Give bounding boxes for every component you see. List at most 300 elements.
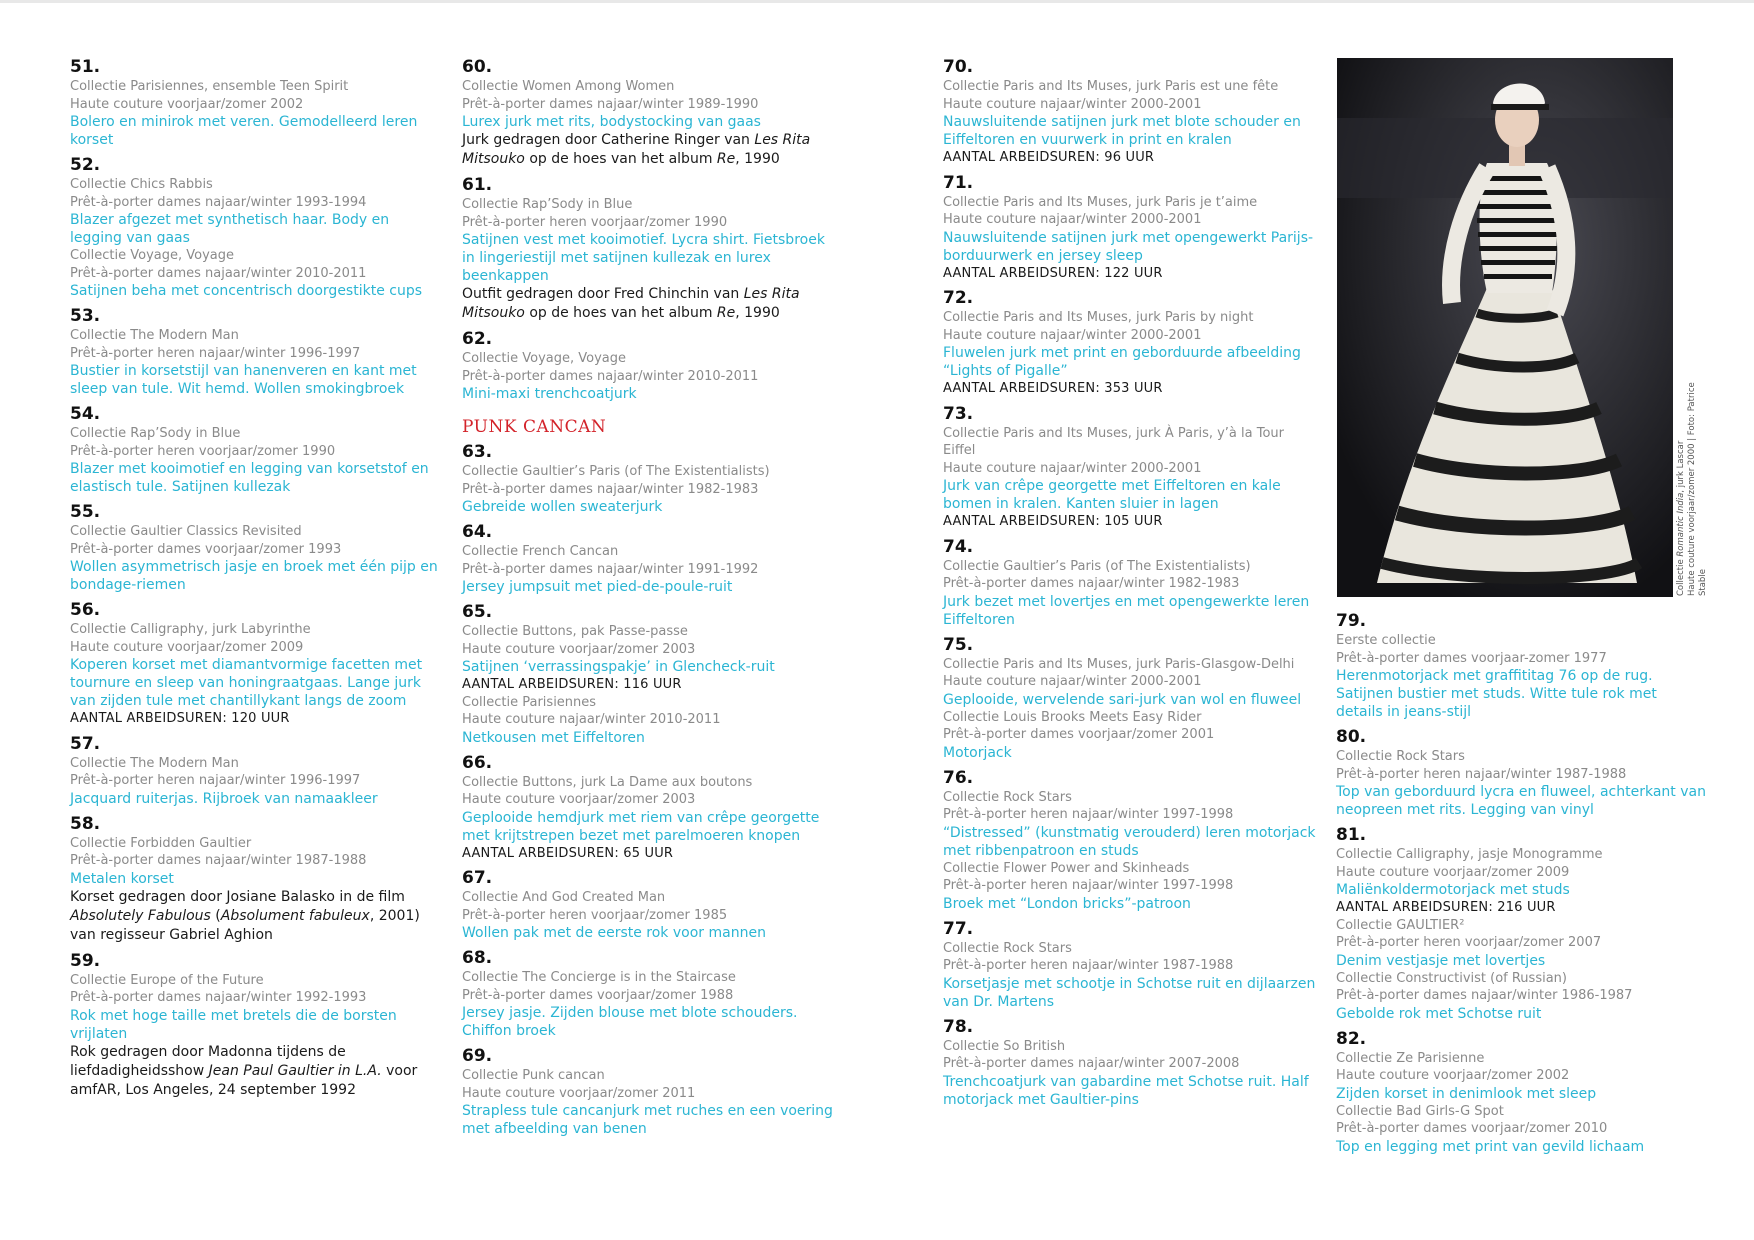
garment-description bbox=[70, 362, 440, 398]
collection-meta bbox=[70, 972, 440, 990]
collection-meta bbox=[1336, 1067, 1706, 1085]
entry-number: 81. bbox=[1336, 825, 1367, 845]
collection-meta bbox=[70, 327, 440, 345]
text-run: Prêt-à-porter dames najaar/winter 1992-1993 bbox=[70, 990, 367, 1005]
runway-model-illustration bbox=[1337, 58, 1673, 597]
text-run: Satijnen ‘verrassingspakje’ in Glencheck-ruit bbox=[462, 659, 775, 675]
text-run: Collectie The Modern Man bbox=[70, 755, 239, 771]
catalogue-entry bbox=[462, 869, 842, 942]
catalogue-column-1 bbox=[70, 58, 440, 1107]
text-run: AANTAL ARBEIDSUREN: 65 UUR bbox=[462, 845, 674, 861]
text-run: , 1990 bbox=[735, 305, 780, 321]
collection-meta bbox=[462, 694, 842, 712]
text-run: Prêt-à-porter heren voorjaar/zomer 2007 bbox=[1336, 935, 1602, 950]
collection-meta bbox=[943, 1038, 1318, 1056]
collection-meta bbox=[1336, 1120, 1706, 1138]
text-run: Prêt-à-porter dames voorjaar/zomer 1988 bbox=[462, 987, 734, 1003]
text-run: Prêt-à-porter heren voorjaar/zomer 1990 bbox=[70, 443, 336, 459]
collection-meta bbox=[943, 860, 1318, 878]
collection-meta bbox=[70, 425, 440, 443]
collection-meta bbox=[1336, 917, 1706, 935]
text-run: AANTAL ARBEIDSUREN: 353 UUR bbox=[943, 381, 1163, 396]
collection-meta bbox=[70, 639, 440, 657]
text-run: Collectie Paris and Its Muses, jurk À Paris, y’à la Tour Eiffel bbox=[943, 425, 1285, 458]
italic-title: Absolutely Fabulous bbox=[70, 907, 211, 924]
collection-meta bbox=[462, 561, 842, 579]
text-run: Fluwelen jurk met print en geborduurde afbeelding “Lights of Pigalle” bbox=[943, 345, 1301, 379]
text-run: Haute couture voorjaar/zomer 2009 bbox=[1336, 864, 1570, 880]
collection-meta bbox=[943, 673, 1318, 691]
text-run: Motorjack bbox=[943, 744, 1012, 761]
collection-meta bbox=[462, 641, 842, 659]
garment-description bbox=[70, 113, 440, 149]
text-run: Eerste collectie bbox=[1336, 633, 1436, 648]
text-run: Collectie And God Created Man bbox=[462, 890, 666, 905]
entry-number: 65. bbox=[462, 602, 493, 622]
catalogue-entry bbox=[1336, 612, 1706, 721]
text-run: voor amfAR, Los Angeles, 24 september 1992 bbox=[70, 1062, 418, 1098]
collection-meta bbox=[943, 877, 1318, 895]
labour-hours bbox=[943, 265, 1318, 283]
collection-meta bbox=[462, 774, 842, 792]
entry-number: 78. bbox=[943, 1016, 974, 1037]
text-run: Collectie Rock Stars bbox=[943, 940, 1072, 956]
italic-title: Jean Paul Gaultier in L.A. bbox=[208, 1062, 382, 1079]
garment-description bbox=[1336, 783, 1706, 819]
catalogue-entry bbox=[943, 58, 1318, 167]
garment-description bbox=[1336, 952, 1706, 970]
collection-meta bbox=[943, 425, 1318, 460]
caption-line-1 bbox=[1676, 376, 1687, 596]
collection-meta bbox=[70, 523, 440, 541]
italic-title: Absolument fabuleux bbox=[220, 907, 370, 924]
collection-meta bbox=[462, 987, 842, 1005]
italic-title: Re bbox=[716, 151, 736, 167]
text-run: Prêt-à-porter dames voorjaar/zomer 2010 bbox=[1336, 1121, 1608, 1136]
catalogue-entry bbox=[70, 735, 440, 808]
garment-description bbox=[70, 790, 440, 808]
text-run: Collectie Paris and Its Muses, jurk Paris je t’aime bbox=[943, 194, 1258, 210]
text-run: op de hoes van het album bbox=[524, 151, 717, 167]
catalogue-entry bbox=[462, 754, 842, 863]
collection-meta bbox=[943, 789, 1318, 807]
garment-description bbox=[462, 113, 842, 131]
catalogue-entry bbox=[943, 405, 1318, 531]
garment-description bbox=[462, 578, 842, 596]
entry-number: 76. bbox=[943, 767, 974, 788]
garment-description bbox=[70, 870, 440, 888]
text-run: Metalen korset bbox=[70, 870, 174, 887]
collection-meta bbox=[70, 835, 440, 853]
text-run: Jurk gedragen door Catherine Ringer van bbox=[462, 132, 755, 148]
text-run: Haute couture najaar/winter 2000-2001 bbox=[943, 96, 1202, 112]
text-run: Satijnen beha met concentrisch doorgestikte cups bbox=[70, 283, 423, 299]
text-run: ( bbox=[210, 907, 221, 924]
text-run: Bolero en minirok met veren. Gemodelleerd leren korset bbox=[70, 114, 418, 148]
text-run: Haute couture voorjaar/zomer 2009 bbox=[70, 639, 304, 655]
section-heading: PUNK CANCAN bbox=[462, 417, 607, 437]
catalogue-entry bbox=[943, 538, 1318, 629]
entry-number: 72. bbox=[943, 288, 974, 308]
collection-meta bbox=[1336, 864, 1706, 882]
text-run: Netkousen met Eiffeltoren bbox=[462, 729, 645, 746]
text-run: , jurk Lascar bbox=[1676, 440, 1686, 493]
italic-title: Re bbox=[716, 305, 736, 321]
catalogue-entry bbox=[70, 503, 440, 594]
text-run: Prêt-à-porter heren najaar/winter 1987-1988 bbox=[943, 958, 1234, 973]
collection-meta bbox=[1336, 650, 1706, 668]
garment-description bbox=[462, 231, 842, 285]
collection-meta bbox=[943, 327, 1318, 345]
text-run: Collectie So British bbox=[943, 1038, 1066, 1054]
text-run: Collectie Rap’Sody in Blue bbox=[462, 197, 633, 212]
entry-number: 67. bbox=[462, 868, 493, 888]
garment-description bbox=[1336, 667, 1706, 721]
text-run: Collectie Bad Girls-G Spot bbox=[1336, 1103, 1504, 1119]
text-run: Bustier in korsetstijl van hanenveren en kant met sleep van tule. Wit hemd. Wollen smokingbroek bbox=[70, 363, 417, 397]
worn-by-note bbox=[462, 285, 842, 323]
entry-number: 56. bbox=[70, 600, 101, 620]
text-run: Nauwsluitende satijnen jurk met opengewerkt Parijs-borduurwerk en jersey sleep bbox=[943, 229, 1314, 264]
catalogue-entry bbox=[462, 330, 842, 403]
garment-description bbox=[462, 385, 842, 403]
text-run: Collectie Buttons, jurk La Dame aux boutons bbox=[462, 774, 753, 790]
text-run: Collectie Rock Stars bbox=[943, 789, 1072, 805]
text-run: , 1990 bbox=[735, 151, 780, 167]
collection-meta bbox=[943, 194, 1318, 212]
entry-number: 57. bbox=[70, 733, 101, 754]
text-run: Prêt-à-porter dames najaar/winter 2007-2008 bbox=[943, 1056, 1240, 1071]
italic-title: Les Rita Mitsouko bbox=[462, 286, 800, 321]
text-run: Collectie The Concierge is in the Staircase bbox=[462, 970, 736, 985]
text-run: , 2001) van regisseur Gabriel Aghion bbox=[70, 907, 420, 943]
collection-meta bbox=[462, 969, 842, 987]
italic-title: Les Rita Mitsouko bbox=[462, 132, 811, 167]
catalogue-entry bbox=[462, 949, 842, 1040]
labour-hours bbox=[462, 845, 842, 863]
entry-number: 69. bbox=[462, 1046, 493, 1066]
text-run: Maliënkoldermotorjack met studs bbox=[1336, 882, 1570, 898]
collection-meta bbox=[462, 214, 842, 232]
text-run: Wollen pak met de eerste rok voor mannen bbox=[462, 925, 766, 941]
text-run: Lurex jurk met rits, bodystocking van gaas bbox=[462, 114, 761, 130]
text-run: Haute couture voorjaar/zomer 2003 bbox=[462, 792, 696, 807]
collection-meta bbox=[70, 989, 440, 1007]
garment-description bbox=[70, 282, 440, 300]
text-run: Collectie bbox=[1676, 556, 1686, 596]
text-run: Prêt-à-porter dames najaar/winter 2010-2011 bbox=[70, 265, 367, 281]
catalogue-entry bbox=[462, 176, 842, 323]
text-run: Prêt-à-porter dames najaar/winter 1982-1983 bbox=[462, 481, 759, 497]
garment-description bbox=[70, 656, 440, 710]
collection-meta bbox=[462, 1085, 842, 1103]
catalogue-column-2 bbox=[462, 58, 842, 1145]
text-run: Jurk van crêpe georgette met Eiffeltoren en kale bomen in kralen. Kanten sluier in lagen bbox=[943, 478, 1281, 512]
page-fold-edge bbox=[0, 0, 1754, 3]
text-run: AANTAL ARBEIDSUREN: 216 UUR bbox=[1336, 900, 1556, 915]
collection-meta bbox=[70, 96, 440, 114]
collection-meta bbox=[70, 345, 440, 363]
collection-meta bbox=[1336, 934, 1706, 952]
garment-description bbox=[943, 344, 1318, 380]
text-run: Collectie Chics Rabbis bbox=[70, 177, 213, 192]
catalogue-entry bbox=[70, 156, 440, 300]
collection-meta bbox=[1336, 1103, 1706, 1121]
worn-by-note bbox=[70, 1043, 440, 1100]
text-run: Prêt-à-porter dames najaar/winter 1987-1988 bbox=[70, 853, 367, 868]
collection-meta bbox=[462, 623, 842, 641]
garment-description bbox=[943, 1073, 1318, 1109]
collection-meta bbox=[943, 211, 1318, 229]
text-run: Prêt-à-porter dames voorjaar/zomer 1993 bbox=[70, 541, 342, 557]
text-run: Korsetjasje met schootje in Schotse ruit en dijlaarzen van Dr. Martens bbox=[943, 975, 1316, 1010]
catalogue-entry bbox=[462, 523, 842, 596]
text-run: Collectie Constructivist (of Russian) bbox=[1336, 970, 1567, 986]
text-run: AANTAL ARBEIDSUREN: 122 UUR bbox=[943, 265, 1163, 281]
text-run: Prêt-à-porter dames najaar/winter 1993-1994 bbox=[70, 194, 367, 210]
entry-number: 79. bbox=[1336, 611, 1367, 631]
text-run: Blazer afgezet met synthetisch haar. Body en legging van gaas bbox=[70, 212, 390, 246]
labour-hours bbox=[70, 710, 440, 728]
collection-meta bbox=[943, 96, 1318, 114]
text-run: Prêt-à-porter heren voorjaar/zomer 1990 bbox=[462, 214, 728, 230]
text-run: Collectie Europe of the Future bbox=[70, 972, 264, 988]
text-run: Outfit gedragen door Fred Chinchin van bbox=[462, 286, 744, 302]
catalogue-entry bbox=[70, 58, 440, 149]
text-run: Koperen korset met diamantvormige facetten met tournure en sleep van honingraatgaas. Lange jurk van zijden tule met chantillykant langs de zoom bbox=[70, 657, 423, 709]
text-run: Prêt-à-porter dames najaar/winter 1986-1987 bbox=[1336, 988, 1633, 1003]
catalogue-entry bbox=[462, 1047, 842, 1138]
text-run: Prêt-à-porter dames najaar/winter 1982-1983 bbox=[943, 576, 1240, 591]
text-run: Prêt-à-porter dames najaar/winter 1989-1990 bbox=[462, 96, 759, 112]
entry-number: 60. bbox=[462, 57, 493, 77]
collection-meta bbox=[1336, 970, 1706, 988]
collection-meta bbox=[1336, 987, 1706, 1005]
worn-by-note bbox=[70, 888, 440, 945]
entry-number: 58. bbox=[70, 813, 101, 834]
collection-meta bbox=[943, 1055, 1318, 1073]
text-run: Prêt-à-porter dames najaar/winter 1991-1992 bbox=[462, 561, 759, 577]
catalogue-entry bbox=[943, 636, 1318, 762]
text-run: Mini-maxi trenchcoatjurk bbox=[462, 386, 637, 402]
text-run: Gebolde rok met Schotse ruit bbox=[1336, 1005, 1542, 1022]
entry-number: 77. bbox=[943, 918, 974, 939]
collection-meta bbox=[462, 543, 842, 561]
text-run: Collectie Rock Stars bbox=[1336, 749, 1465, 764]
catalogue-entry bbox=[70, 601, 440, 728]
text-run: Korset gedragen door Josiane Balasko in de film bbox=[70, 888, 405, 905]
text-run: Collectie Paris and Its Muses, jurk Paris-Glasgow-Delhi bbox=[943, 656, 1295, 672]
text-run: Haute couture najaar/winter 2000-2001 bbox=[943, 212, 1202, 227]
text-run: Gebreide wollen sweaterjurk bbox=[462, 499, 663, 515]
garment-description bbox=[462, 1102, 842, 1138]
entry-number: 54. bbox=[70, 404, 101, 424]
catalogue-entry bbox=[943, 920, 1318, 1011]
text-run: Wollen asymmetrisch jasje en broek met één pijp en bondage-riemen bbox=[70, 559, 438, 593]
collection-meta bbox=[462, 368, 842, 386]
collection-meta bbox=[70, 621, 440, 639]
collection-meta bbox=[1336, 632, 1706, 650]
labour-hours bbox=[943, 513, 1318, 531]
text-run: Haute couture voorjaar/zomer 2002 bbox=[1336, 1068, 1570, 1083]
text-run: Prêt-à-porter dames najaar/winter 2010-2011 bbox=[462, 368, 759, 384]
text-run: AANTAL ARBEIDSUREN: 120 UUR bbox=[70, 711, 290, 726]
text-run: Collectie GAULTIER² bbox=[1336, 917, 1465, 933]
text-run: Prêt-à-porter dames voorjaar-zomer 1977 bbox=[1336, 650, 1607, 666]
text-run: Collectie Ze Parisienne bbox=[1336, 1050, 1485, 1066]
catalogue-entry bbox=[70, 952, 440, 1100]
labour-hours bbox=[462, 676, 842, 694]
collection-meta bbox=[70, 265, 440, 283]
collection-meta bbox=[70, 443, 440, 461]
collection-meta bbox=[943, 309, 1318, 327]
text-run: Haute couture voorjaar/zomer 2003 bbox=[462, 641, 696, 657]
text-run: Collectie Calligraphy, jasje Monogramme bbox=[1336, 847, 1603, 862]
collection-meta bbox=[462, 791, 842, 809]
text-run: Jersey jasje. Zijden blouse met blote schouders. Chiffon broek bbox=[462, 1005, 798, 1039]
text-run: Zijden korset in denimlook met sleep bbox=[1336, 1085, 1597, 1102]
garment-description bbox=[943, 744, 1318, 762]
text-run: Collectie Flower Power and Skinheads bbox=[943, 860, 1190, 876]
collection-meta bbox=[1336, 766, 1706, 784]
collection-meta bbox=[70, 852, 440, 870]
collection-meta bbox=[943, 726, 1318, 744]
entry-number: 74. bbox=[943, 536, 974, 557]
text-run: Jersey jumpsuit met pied-de-poule-ruit bbox=[462, 579, 733, 595]
labour-hours bbox=[1336, 899, 1706, 917]
text-run: “Distressed” (kunstmatig verouderd) leren motorjack met ribbenpatroon en studs bbox=[943, 824, 1316, 859]
text-run: Collectie Gaultier Classics Revisited bbox=[70, 524, 302, 539]
garment-description bbox=[943, 895, 1318, 913]
collection-meta bbox=[70, 541, 440, 559]
catalogue-entry bbox=[70, 307, 440, 398]
catalogue-column-3 bbox=[943, 58, 1318, 1116]
catalogue-entry bbox=[943, 769, 1318, 913]
entry-number: 80. bbox=[1336, 727, 1367, 747]
text-run: Prêt-à-porter heren najaar/winter 1997-1998 bbox=[943, 807, 1234, 822]
collection-meta bbox=[943, 709, 1318, 727]
catalogue-entry bbox=[462, 58, 842, 169]
text-run: Collectie Punk cancan bbox=[462, 1068, 605, 1083]
text-run: Rok met hoge taille met bretels die de borsten vrijlaten bbox=[70, 1007, 397, 1042]
garment-description bbox=[462, 809, 842, 845]
collection-meta bbox=[462, 463, 842, 481]
entry-number: 55. bbox=[70, 502, 101, 522]
collection-meta bbox=[943, 656, 1318, 674]
entry-number: 62. bbox=[462, 329, 493, 349]
garment-description bbox=[70, 1007, 440, 1043]
text-run: Trenchcoatjurk van gabardine met Schotse ruit. Half motorjack met Gaultier-pins bbox=[943, 1073, 1309, 1108]
text-run: Satijnen vest met kooimotief. Lycra shirt. Fietsbroek in lingeriestijl met satijnen kullezak en lurex beenkappen bbox=[462, 232, 825, 284]
garment-description bbox=[462, 1004, 842, 1040]
text-run: Prêt-à-porter dames voorjaar/zomer 2001 bbox=[943, 727, 1215, 742]
text-run: Collectie Forbidden Gaultier bbox=[70, 835, 252, 851]
collection-meta bbox=[70, 194, 440, 212]
entry-number: 63. bbox=[462, 442, 493, 462]
text-run: AANTAL ARBEIDSUREN: 105 UUR bbox=[943, 514, 1163, 529]
collection-meta bbox=[1336, 846, 1706, 864]
collection-meta bbox=[462, 96, 842, 114]
text-run: Prêt-à-porter heren najaar/winter 1987-1988 bbox=[1336, 766, 1627, 782]
runway-photo bbox=[1337, 58, 1673, 597]
collection-meta bbox=[943, 558, 1318, 576]
entry-number: 71. bbox=[943, 172, 974, 193]
entry-number: 68. bbox=[462, 948, 493, 968]
collection-meta bbox=[462, 907, 842, 925]
garment-description bbox=[70, 211, 440, 247]
text-run: Rok gedragen door Madonna tijdens de liefdadigheidsshow bbox=[70, 1043, 346, 1079]
text-run: Nauwsluitende satijnen jurk met blote schouder en Eiffeltoren en vuurwerk in print en kralen bbox=[943, 114, 1301, 148]
catalogue-entry bbox=[70, 815, 440, 945]
text-run: Collectie Buttons, pak Passe-passe bbox=[462, 624, 688, 639]
text-run: Top van geborduurd lycra en fluweel, achterkant van neopreen met rits. Legging van vinyl bbox=[1336, 784, 1706, 818]
text-run: Collectie Parisiennes, ensemble Teen Spirit bbox=[70, 79, 349, 94]
text-run: Collectie Parisiennes bbox=[462, 694, 597, 710]
garment-description bbox=[70, 558, 440, 594]
garment-description bbox=[462, 658, 842, 676]
entry-number: 64. bbox=[462, 522, 493, 542]
collection-meta bbox=[943, 460, 1318, 478]
text-run: Collectie Gaultier’s Paris (of The Existentialists) bbox=[462, 464, 770, 479]
text-run: Collectie Gaultier’s Paris (of The Existentialists) bbox=[943, 558, 1251, 574]
worn-by-note bbox=[462, 131, 842, 169]
text-run: Collectie French Cancan bbox=[462, 544, 619, 559]
garment-description bbox=[70, 460, 440, 496]
text-run: Haute couture voorjaar/zomer 2002 bbox=[70, 96, 304, 112]
garment-description bbox=[943, 229, 1318, 265]
garment-description bbox=[943, 691, 1318, 709]
garment-description bbox=[943, 593, 1318, 629]
text-run: Geplooide, wervelende sari-jurk van wol en fluweel bbox=[943, 691, 1302, 708]
collection-meta bbox=[462, 78, 842, 96]
garment-description bbox=[1336, 1085, 1706, 1103]
collection-meta bbox=[943, 78, 1318, 96]
catalogue-entry bbox=[1336, 728, 1706, 819]
catalogue-entry bbox=[943, 1018, 1318, 1109]
garment-description bbox=[943, 113, 1318, 149]
entry-number: 70. bbox=[943, 57, 974, 77]
catalogue-entry bbox=[943, 289, 1318, 398]
collection-meta bbox=[943, 940, 1318, 958]
text-run: op de hoes van het album bbox=[524, 305, 717, 321]
text-run: Collectie Paris and Its Muses, jurk Paris est une fête bbox=[943, 79, 1279, 94]
entry-number: 53. bbox=[70, 306, 101, 326]
garment-description bbox=[462, 498, 842, 516]
collection-meta bbox=[1336, 1050, 1706, 1068]
garment-description bbox=[462, 729, 842, 747]
text-run: Collectie Louis Brooks Meets Easy Rider bbox=[943, 709, 1202, 725]
text-run: Blazer met kooimotief en legging van korsetstof en elastisch tule. Satijnen kullezak bbox=[70, 461, 429, 495]
text-run: Prêt-à-porter heren najaar/winter 1996-1997 bbox=[70, 345, 361, 361]
collection-meta bbox=[1336, 748, 1706, 766]
text-run: Collectie Voyage, Voyage bbox=[70, 248, 234, 263]
entry-number: 82. bbox=[1336, 1028, 1367, 1049]
catalogue-entry bbox=[1336, 826, 1706, 1023]
text-run: AANTAL ARBEIDSUREN: 116 UUR bbox=[462, 677, 682, 692]
photo-credit-caption bbox=[1676, 376, 1708, 596]
collection-meta bbox=[943, 806, 1318, 824]
entry-number: 73. bbox=[943, 403, 974, 424]
collection-meta bbox=[462, 350, 842, 368]
text-run: Haute couture najaar/winter 2000-2001 bbox=[943, 674, 1202, 689]
text-run: Collectie Paris and Its Muses, jurk Paris by night bbox=[943, 310, 1254, 325]
text-run: Haute couture najaar/winter 2000-2001 bbox=[943, 460, 1202, 476]
entry-number: 59. bbox=[70, 950, 101, 971]
text-run: Haute couture voorjaar/zomer 2011 bbox=[462, 1085, 696, 1101]
text-run: Collectie Rap’Sody in Blue bbox=[70, 426, 241, 441]
text-run: Haute couture najaar/winter 2010-2011 bbox=[462, 712, 721, 727]
catalogue-entry bbox=[70, 405, 440, 496]
